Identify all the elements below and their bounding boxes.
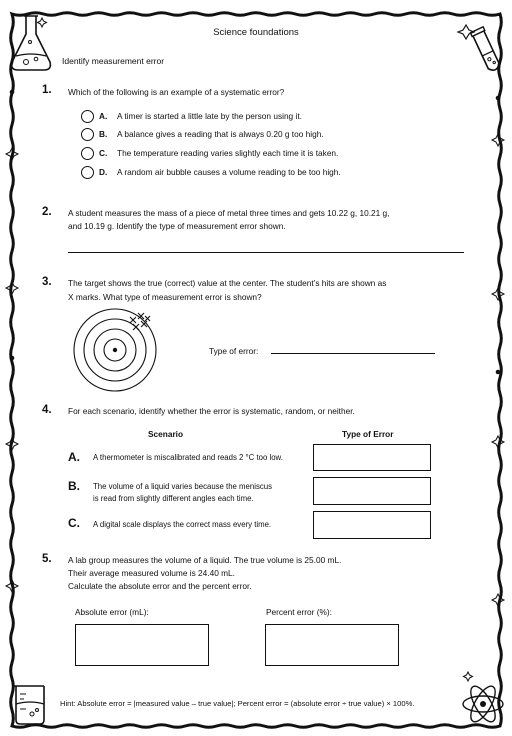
q4-number: 4.: [42, 404, 52, 416]
q1-option-d-radio[interactable]: [81, 166, 94, 179]
q4-row-c-letter: C.: [68, 516, 80, 530]
q5-percent-error-label: Percent error (%):: [266, 607, 332, 617]
q4-row-b-letter: B.: [68, 479, 80, 493]
q4-row-a-text: A thermometer is miscalibrated and reads 2 °C too low.: [93, 453, 283, 462]
q1-option-c-text: The temperature reading varies slightly each time it is taken.: [117, 148, 339, 158]
flask-icon: [8, 12, 56, 74]
q5-number: 5.: [42, 553, 52, 565]
q1-number: 1.: [42, 84, 52, 96]
q1-option-d-letter: D.: [99, 167, 108, 177]
q1-option-b-letter: B.: [99, 129, 108, 139]
q4-row-c-text: A digital scale displays the correct mass every time.: [93, 520, 272, 529]
q1-option-a-radio[interactable]: [81, 110, 94, 123]
q2-answer-line[interactable]: [68, 252, 464, 253]
q1-option-b-text: A balance gives a reading that is always 0.20 g too high.: [117, 129, 324, 139]
q1-text: Which of the following is an example of a systematic error?: [68, 87, 285, 97]
q1-option-c-letter: C.: [99, 148, 108, 158]
q4-column-type: Type of Error: [342, 429, 394, 439]
q2-text-line1: A student measures the mass of a piece of metal three times and gets 10.22 g, 10.21 g,: [68, 208, 390, 218]
q4-text: For each scenario, identify whether the error is systematic, random, or neither.: [68, 406, 355, 416]
q4-row-a-answer-box[interactable]: [313, 444, 431, 471]
q5-text-line3: Calculate the absolute error and the percent error.: [68, 581, 252, 591]
q5-text-line1: A lab group measures the volume of a liquid. The true volume is 25.00 mL.: [68, 555, 342, 565]
q1-option-b-radio[interactable]: [81, 128, 94, 141]
q1-option-c-radio[interactable]: [81, 147, 94, 160]
q2-number: 2.: [42, 206, 52, 218]
q4-row-b-answer-box[interactable]: [313, 477, 431, 505]
target-diagram: [68, 300, 168, 400]
beaker-icon: [6, 680, 52, 728]
q3-number: 3.: [42, 276, 52, 288]
q5-text-line2: Their average measured volume is 24.40 mL.: [68, 568, 235, 578]
atom-icon: [458, 666, 508, 728]
q1-option-a-text: A timer is started a little late by the person using it.: [117, 111, 302, 121]
q5-percent-error-box[interactable]: [265, 624, 399, 666]
q4-row-b-text-line1: The volume of a liquid varies because the meniscus: [93, 482, 272, 491]
hint-text: Hint: Absolute error = |measured value – true value|; Percent error = (absolute error ÷ true value) × 100%.: [60, 699, 415, 708]
q4-row-a-letter: A.: [68, 450, 80, 464]
q1-option-a-letter: A.: [99, 111, 108, 121]
q4-column-scenario: Scenario: [148, 429, 184, 439]
worksheet-title: Science foundations: [213, 27, 299, 38]
q5-absolute-error-label: Absolute error (mL):: [75, 607, 149, 617]
worksheet-subtitle: Identify measurement error: [62, 56, 165, 66]
q3-answer-line[interactable]: [271, 353, 435, 354]
q5-absolute-error-box[interactable]: [75, 624, 209, 666]
q4-row-c-answer-box[interactable]: [313, 511, 431, 539]
q3-text-line2: X marks. What type of measurement error is shown?: [68, 292, 262, 302]
q2-text-line2: and 10.19 g. Identify the type of measurement error shown.: [68, 221, 286, 231]
q1-option-d-text: A random air bubble causes a volume reading to be too high.: [117, 167, 341, 177]
q4-row-b-text-line2: is read from slightly different angles each time.: [93, 494, 254, 503]
q3-answer-label: Type of error:: [209, 346, 259, 356]
q3-text-line1: The target shows the true (correct) value at the center. The student’s hits are shown as: [68, 278, 387, 288]
